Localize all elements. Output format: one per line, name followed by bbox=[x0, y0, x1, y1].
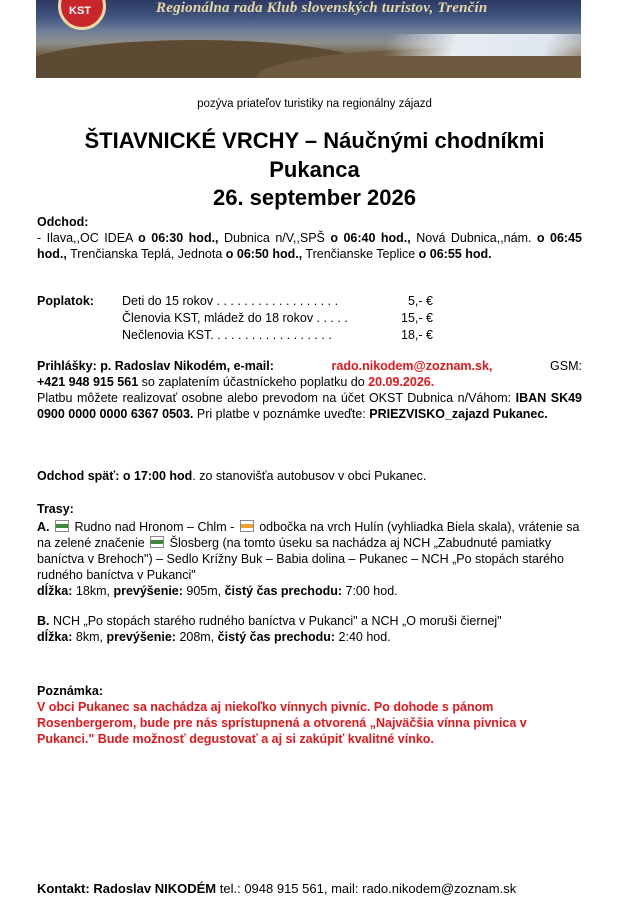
fee-price: 18,- € bbox=[401, 328, 433, 342]
fee-row bbox=[37, 293, 582, 309]
departure-text: Dubnica n/V,,SPŠ bbox=[218, 231, 331, 245]
orange-trail-icon bbox=[240, 520, 254, 532]
event-title-line2: Pukanca bbox=[269, 157, 360, 182]
departure-time: o 06:50 hod., bbox=[225, 247, 303, 261]
footer-text: tel.: 0948 915 561, mail: rado.nikodem@zoznam.sk bbox=[216, 881, 517, 896]
departure-text: Trenčianske Teplice bbox=[302, 247, 419, 261]
departure-time: o 06:55 hod. bbox=[418, 247, 492, 261]
stat-value: 905m, bbox=[182, 584, 225, 598]
route-a-text: Rudno nad Hronom – Chlm - bbox=[70, 520, 238, 534]
departure-text: - Ilava,,OC IDEA bbox=[37, 231, 139, 245]
fee-price: 5,- € bbox=[407, 294, 433, 308]
stat-label: prevýšenie: bbox=[113, 584, 183, 598]
fee-name: Deti do 15 rokov . . . . . . . . . . . . . . . . . . bbox=[122, 294, 339, 308]
fee-price: 15,- € bbox=[401, 311, 433, 325]
stat-value: 7:00 hod. bbox=[342, 584, 398, 598]
banner-title: Regionálna rada Klub slovenských turistov, Trenčín bbox=[156, 0, 488, 16]
fee-row bbox=[37, 310, 582, 326]
route-a-label: A. bbox=[37, 520, 50, 534]
route-a-text: odbočka na vrch Hulín (vyhliadka Biela skala), vrátenie sa na zelené značenie bbox=[37, 520, 580, 550]
fee-name: Členovia KST, mládež do 18 rokov . . . . . bbox=[122, 311, 348, 325]
event-title-line1: ŠTIAVNICKÉ VRCHY – Náučnými chodníkmi bbox=[84, 128, 545, 153]
footer-label: Kontakt: Radoslav NIKODÉM bbox=[37, 881, 217, 896]
footer-contact bbox=[37, 881, 516, 897]
stat-value: 18km, bbox=[72, 584, 114, 598]
registration-deadline: 20.09.2026. bbox=[368, 375, 435, 389]
snow-shape bbox=[382, 34, 581, 56]
route-b-text: NCH „Po stopách starého rudného baníctva v Pukanci" a NCH „O moruši čiernej" bbox=[49, 614, 502, 628]
fees-label: Poplatok: bbox=[37, 294, 94, 308]
note-text: V obci Pukanec sa nachádza aj niekoľko vínnych pivníc. Po dohode s pánom Rosenbergerom, bude pre nás sprístupnená a otvorená „Najväčšia vínna pivnica v Pukanci." Bude možnosť degustovať a aj si zakúpiť kvalitné vínko. bbox=[37, 700, 527, 746]
return-section bbox=[37, 468, 582, 484]
route-a-text: Šlosberg (na tomto úseku sa nachádza aj NCH „Zabudnuté pamiatky baníctva v Brehoch") – Sedlo Krížny Buk – Babia dolina – Pukanec – NCH „Po stopách starého rudného baníctva v Pukanci" bbox=[37, 536, 564, 582]
stat-value: 8km, bbox=[72, 630, 107, 644]
stat-label: čistý čas prechodu: bbox=[217, 630, 336, 644]
stat-value: 208m, bbox=[175, 630, 218, 644]
green-trail-icon bbox=[150, 536, 164, 548]
iban: IBAN SK49 0900 0000 0000 6367 0503. bbox=[37, 391, 583, 421]
route-b-label: B. bbox=[37, 614, 50, 628]
departure-text: Nová Dubnica,,nám. bbox=[410, 231, 537, 245]
stat-label: prevýšenie: bbox=[106, 630, 176, 644]
fee-row bbox=[37, 327, 582, 343]
departure-time: o 06:45 hod., bbox=[37, 231, 582, 261]
registration-text: so zaplatením účastníckeho poplatku do bbox=[138, 375, 369, 389]
gsm-label: GSM: bbox=[550, 359, 582, 373]
stat-label: dĺžka: bbox=[37, 584, 73, 598]
payment-text: Pri platbe v poznámke uveďte: bbox=[193, 407, 370, 421]
invite-text: pozýva priateľov turistiky na regionálny zájazd bbox=[197, 98, 432, 110]
registration-email[interactable]: rado.nikodem@zoznam.sk, bbox=[331, 359, 493, 373]
departure-time: o 06:30 hod., bbox=[138, 231, 219, 245]
note-section bbox=[37, 683, 577, 747]
registration-phone: +421 948 915 561 bbox=[37, 375, 139, 389]
note-label: Poznámka: bbox=[37, 684, 103, 698]
kst-logo bbox=[58, 0, 106, 30]
routes-label: Trasy: bbox=[37, 502, 74, 516]
departure-time: o 06:40 hod., bbox=[330, 231, 411, 245]
stat-label: dĺžka: bbox=[37, 630, 73, 644]
header-banner bbox=[36, 0, 581, 78]
return-text: . zo stanovišťa autobusov v obci Pukanec. bbox=[192, 469, 427, 483]
departure-section bbox=[37, 214, 582, 262]
stat-label: čistý čas prechodu: bbox=[224, 584, 343, 598]
departure-label: Odchod: bbox=[37, 215, 89, 229]
fee-name: Nečlenovia KST. . . . . . . . . . . . . . . . . . bbox=[122, 328, 332, 342]
stat-value: 2:40 hod. bbox=[335, 630, 391, 644]
return-label: Odchod späť: o 17:00 hod bbox=[37, 469, 193, 483]
event-date: 26. september 2026 bbox=[212, 185, 417, 210]
routes-section bbox=[37, 501, 582, 645]
registration-label: Prihlášky: p. Radoslav Nikodém, e-mail: bbox=[37, 359, 274, 373]
fees-section bbox=[37, 293, 582, 345]
green-trail-icon bbox=[55, 520, 69, 532]
payment-text: Platbu môžete realizovať osobne alebo prevodom na účet OKST Dubnica n/Váhom: bbox=[37, 391, 516, 405]
registration-section bbox=[37, 358, 582, 422]
departure-text: Trenčianska Teplá, Jednota bbox=[66, 247, 226, 261]
payment-note: PRIEZVISKO_zajazd Pukanec. bbox=[369, 407, 548, 421]
